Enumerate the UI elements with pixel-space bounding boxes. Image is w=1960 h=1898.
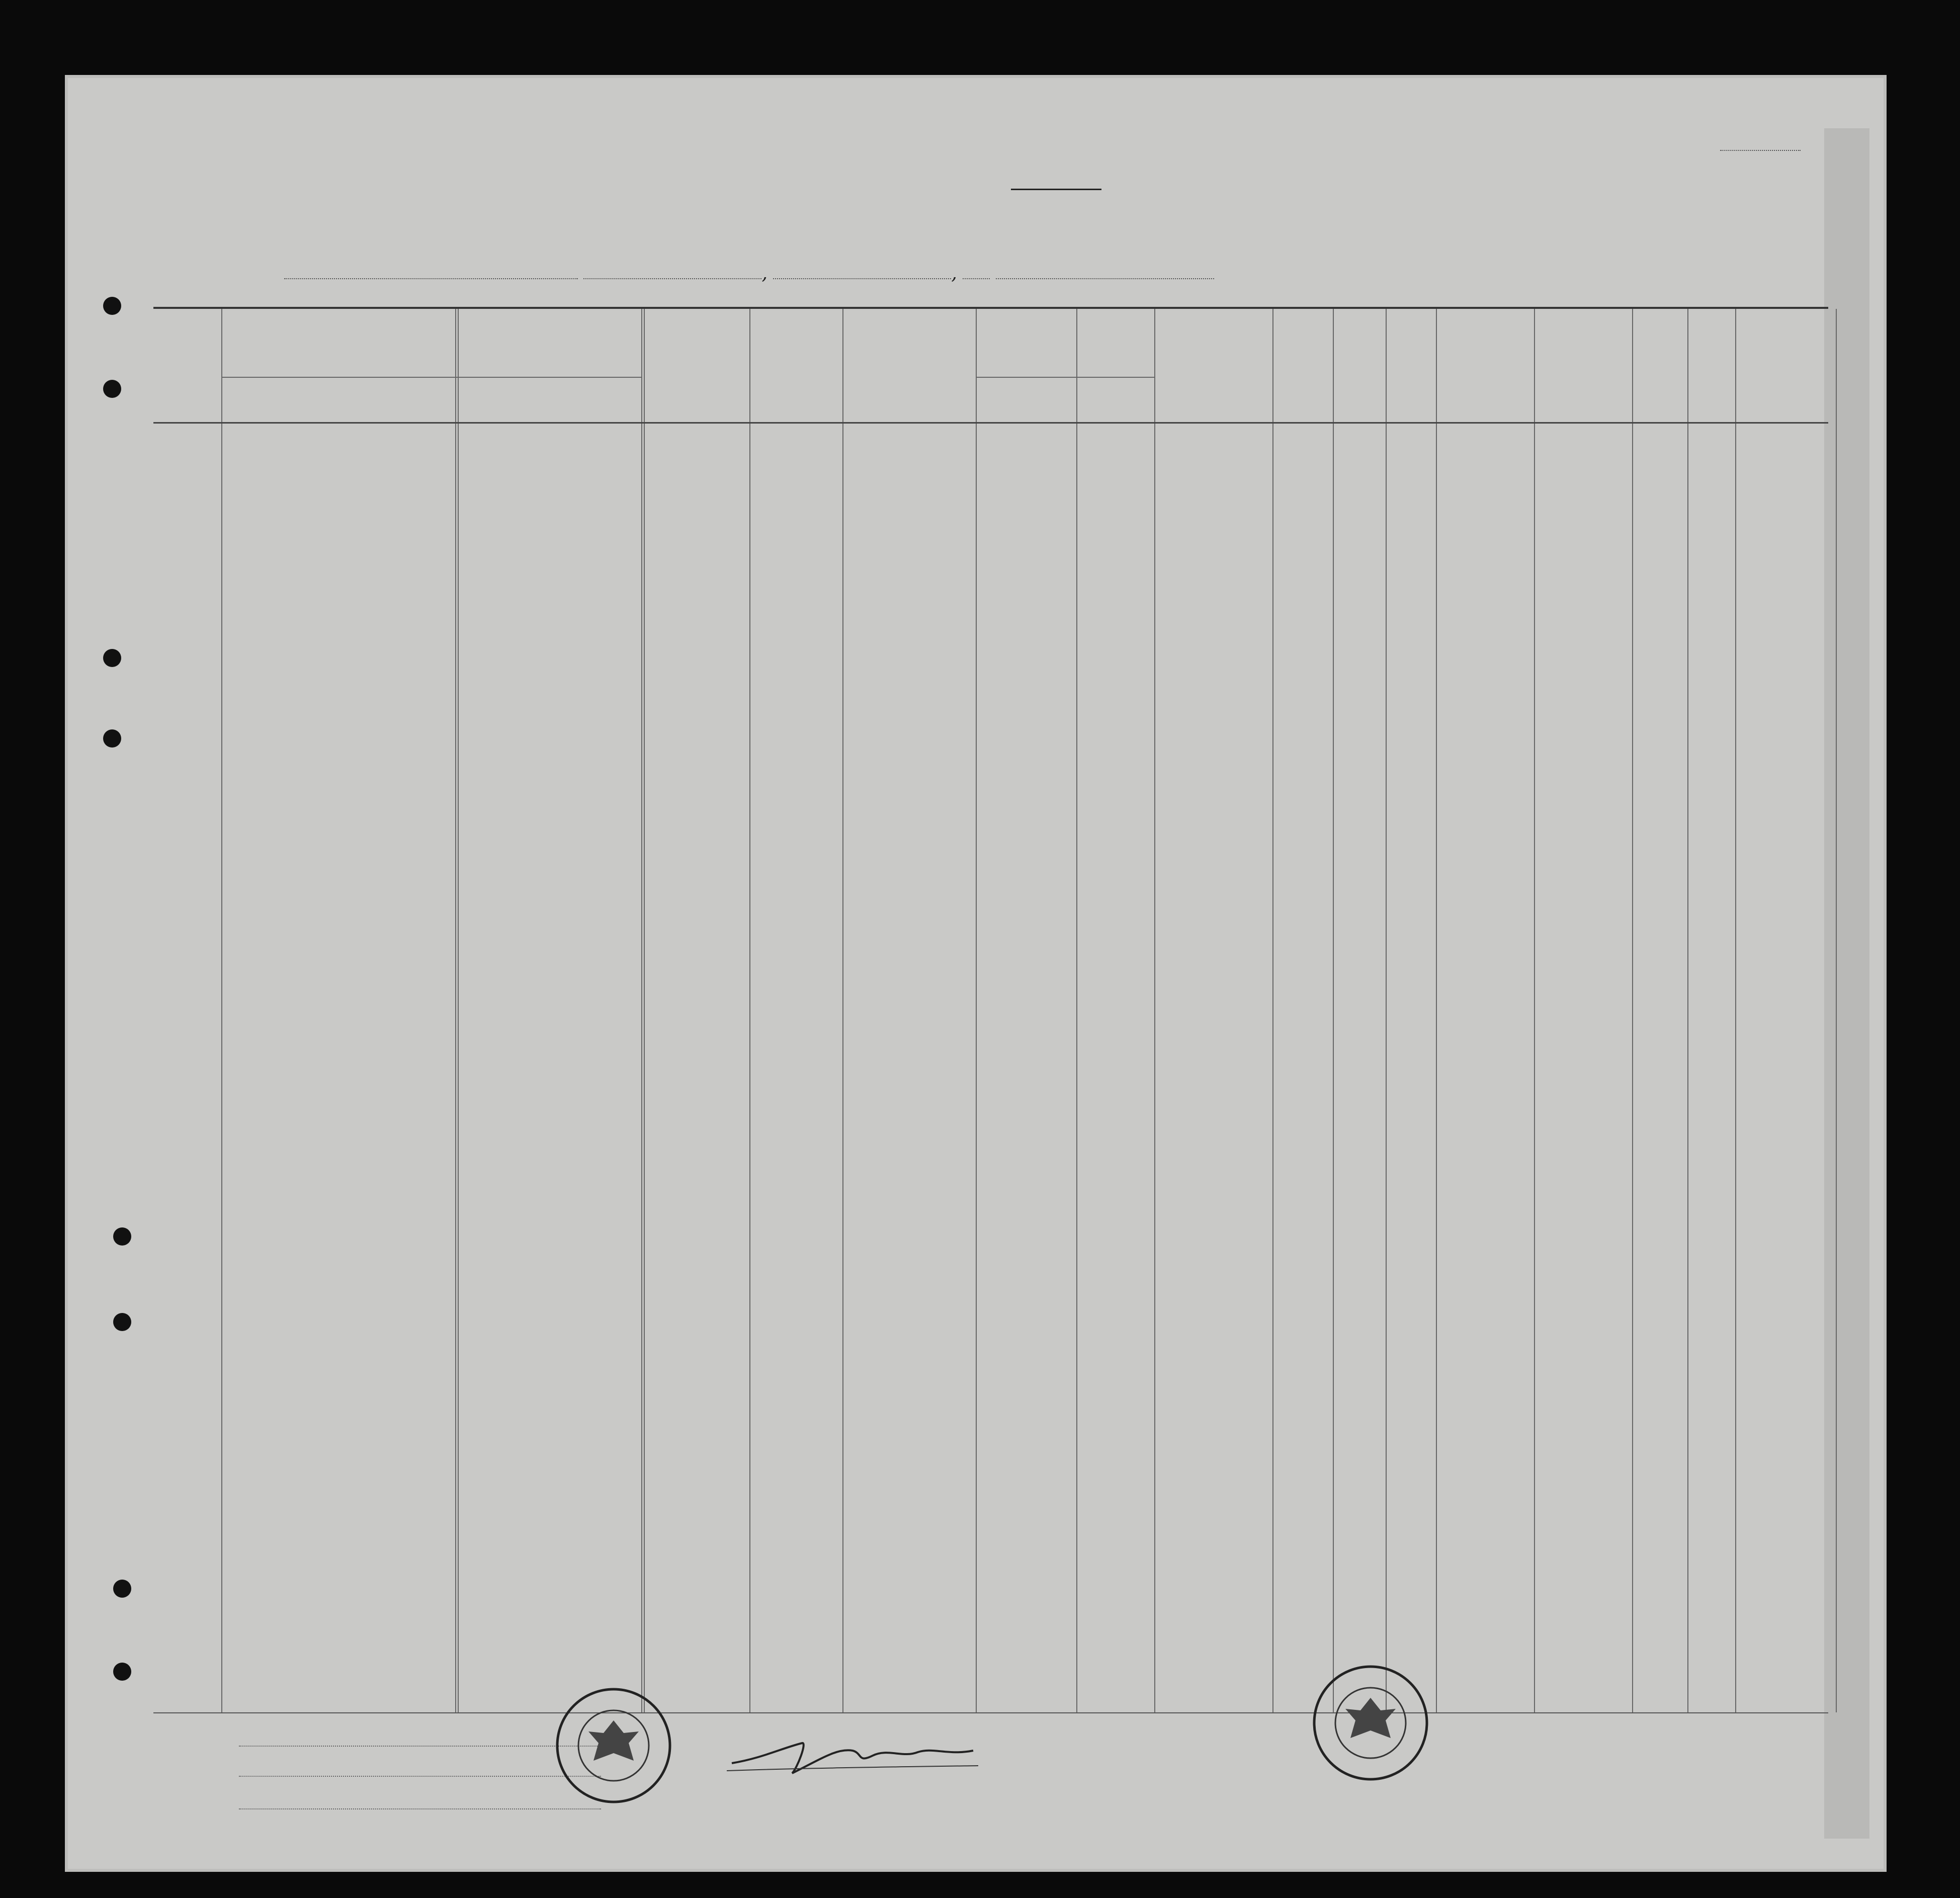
punch-hole [113, 1313, 131, 1331]
arrival-port [583, 278, 761, 279]
departure-port [996, 278, 1214, 279]
punch-hole [103, 729, 121, 748]
sheet-number-line [1720, 150, 1801, 151]
vessel-name [284, 278, 578, 279]
line-value [239, 1746, 601, 1747]
arrival-year [963, 278, 990, 279]
consulate-stamp-right [1310, 1663, 1431, 1783]
punch-hole [103, 297, 121, 315]
crew-table [153, 307, 1828, 1713]
punch-hole [103, 380, 121, 398]
punch-hole [113, 1580, 131, 1598]
inspector-signature [722, 1728, 983, 1783]
consulate-stamp-left [553, 1685, 674, 1806]
arrival-date [773, 278, 951, 279]
vessel-line: , , [284, 263, 1214, 284]
punch-hole [113, 1227, 131, 1246]
owners-value [239, 1776, 601, 1777]
punch-hole [103, 649, 121, 667]
manifest-sheet [68, 78, 1884, 1869]
punch-hole [113, 1663, 131, 1681]
paper-edge [1824, 128, 1869, 1839]
agents-value [239, 1808, 601, 1809]
title-rule [1011, 189, 1101, 190]
